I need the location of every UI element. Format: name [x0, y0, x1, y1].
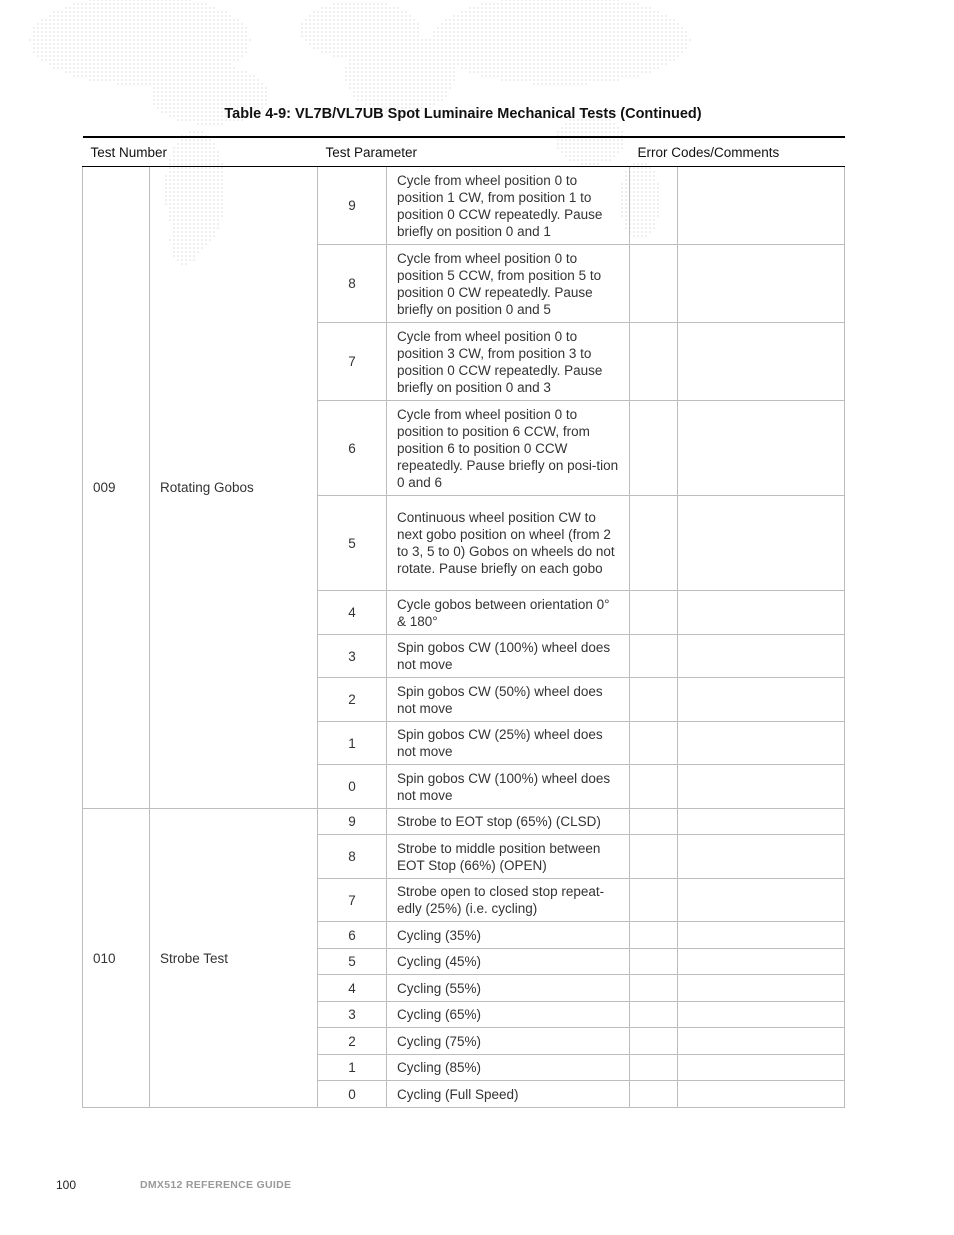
comments-cell [678, 678, 845, 722]
parameter-description-cell: Cycling (75%) [387, 1028, 630, 1055]
comments-cell [678, 591, 845, 635]
error-code-cell [630, 809, 678, 835]
error-code-cell [630, 401, 678, 496]
parameter-value-cell: 8 [318, 245, 387, 323]
parameter-value-cell: 2 [318, 1028, 387, 1055]
error-code-cell [630, 1028, 678, 1055]
comments-cell [678, 245, 845, 323]
error-code-cell [630, 879, 678, 922]
table-row [83, 809, 845, 835]
parameter-description-cell: Cycling (65%) [387, 1002, 630, 1028]
error-code-cell [630, 922, 678, 949]
parameter-description-cell: Cycling (45%) [387, 949, 630, 975]
comments-cell [678, 722, 845, 765]
error-code-cell [630, 245, 678, 323]
header-error-codes: Error Codes/Comments [630, 137, 845, 167]
comments-cell [678, 401, 845, 496]
parameter-description-cell: Cycle from wheel position 0 to position 1 CW, from position 1 to position 0 CCW repeatedly. Pause briefly on position 0 and 1 [387, 167, 630, 245]
parameter-description-cell: Spin gobos CW (50%) wheel does not move [387, 678, 630, 722]
error-code-cell [630, 765, 678, 809]
guide-title: DMX512 REFERENCE GUIDE [140, 1179, 292, 1191]
comments-cell [678, 635, 845, 678]
comments-cell [678, 922, 845, 949]
page-number: 100 [56, 1178, 77, 1192]
comments-cell [678, 167, 845, 245]
parameter-value-cell: 3 [318, 635, 387, 678]
error-code-cell [630, 975, 678, 1002]
parameter-description-cell: Cycling (35%) [387, 922, 630, 949]
comments-cell [678, 879, 845, 922]
parameter-value-cell: 9 [318, 167, 387, 245]
error-code-cell [630, 949, 678, 975]
parameter-value-cell: 0 [318, 765, 387, 809]
error-code-cell [630, 1081, 678, 1108]
parameter-description-cell: Cycling (Full Speed) [387, 1081, 630, 1108]
parameter-value-cell: 0 [318, 1081, 387, 1108]
parameter-description-cell: Cycle gobos between orientation 0° & 180° [387, 591, 630, 635]
parameter-description-cell: Cycling (55%) [387, 975, 630, 1002]
parameter-value-cell: 2 [318, 678, 387, 722]
header-test-parameter: Test Parameter [318, 137, 630, 167]
parameter-description-cell: Cycling (85%) [387, 1055, 630, 1081]
comments-cell [678, 496, 845, 591]
parameter-description-cell: Cycle from wheel position 0 to position 5 CCW, from position 5 to position 0 CW repeatedly. Pause briefly on position 0 and 5 [387, 245, 630, 323]
parameter-description-cell: Spin gobos CW (100%) wheel does not move [387, 765, 630, 809]
header-test-number: Test Number [83, 137, 318, 167]
test-number-cell: 010 [83, 809, 150, 1108]
parameter-value-cell: 9 [318, 809, 387, 835]
comments-cell [678, 975, 845, 1002]
test-number-cell: 009 [83, 167, 150, 809]
table-row [83, 167, 845, 245]
parameter-description-cell: Strobe open to closed stop repeat-edly (25%) (i.e. cycling) [387, 879, 630, 922]
error-code-cell [630, 1055, 678, 1081]
error-code-cell [630, 591, 678, 635]
parameter-description-cell: Cycle from wheel position 0 to position to position 6 CCW, from position 6 to position 0 CCW repeatedly. Pause briefly on posi-tion 0 and 6 [387, 401, 630, 496]
error-code-cell [630, 167, 678, 245]
parameter-value-cell: 5 [318, 496, 387, 591]
error-code-cell [630, 722, 678, 765]
comments-cell [678, 809, 845, 835]
parameter-value-cell: 4 [318, 975, 387, 1002]
parameter-value-cell: 3 [318, 1002, 387, 1028]
parameter-description-cell: Cycle from wheel position 0 to position 3 CW, from position 3 to position 0 CCW repeatedly. Pause briefly on position 0 and 3 [387, 323, 630, 401]
comments-cell [678, 323, 845, 401]
mechanical-tests-table [82, 136, 845, 1108]
parameter-description-cell: Strobe to middle position between EOT Stop (66%) (OPEN) [387, 835, 630, 879]
parameter-description-cell: Continuous wheel position CW to next gobo position on wheel (from 2 to 3, 5 to 0) Gobos on wheels do not rotate. Pause briefly on each gobo [387, 496, 630, 591]
parameter-value-cell: 1 [318, 1055, 387, 1081]
parameter-value-cell: 5 [318, 949, 387, 975]
comments-cell [678, 835, 845, 879]
parameter-value-cell: 8 [318, 835, 387, 879]
table-header-row [83, 137, 845, 167]
comments-cell [678, 1028, 845, 1055]
test-name-cell: Strobe Test [150, 809, 318, 1108]
parameter-description-cell: Strobe to EOT stop (65%) (CLSD) [387, 809, 630, 835]
parameter-description-cell: Spin gobos CW (100%) wheel does not move [387, 635, 630, 678]
table-body [83, 167, 845, 1108]
error-code-cell [630, 496, 678, 591]
comments-cell [678, 765, 845, 809]
table-title: Table 4-9: VL7B/VL7UB Spot Luminaire Mechanical Tests (Continued) [224, 106, 702, 122]
test-name-cell: Rotating Gobos [150, 167, 318, 809]
parameter-value-cell: 6 [318, 401, 387, 496]
error-code-cell [630, 1002, 678, 1028]
error-code-cell [630, 323, 678, 401]
parameter-value-cell: 7 [318, 323, 387, 401]
error-code-cell [630, 635, 678, 678]
error-code-cell [630, 835, 678, 879]
parameter-value-cell: 4 [318, 591, 387, 635]
error-code-cell [630, 678, 678, 722]
comments-cell [678, 1055, 845, 1081]
parameter-value-cell: 6 [318, 922, 387, 949]
comments-cell [678, 949, 845, 975]
parameter-value-cell: 7 [318, 879, 387, 922]
parameter-value-cell: 1 [318, 722, 387, 765]
comments-cell [678, 1002, 845, 1028]
parameter-description-cell: Spin gobos CW (25%) wheel does not move [387, 722, 630, 765]
comments-cell [678, 1081, 845, 1108]
